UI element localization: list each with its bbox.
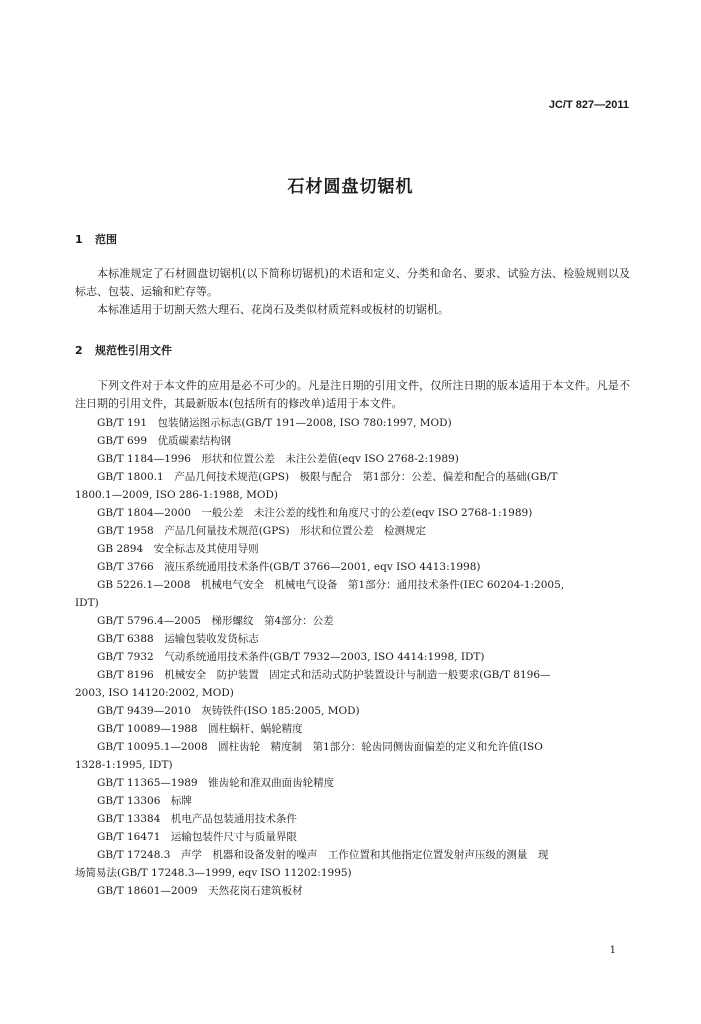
reference-item: GB/T 7932 气动系统通用技术条件(GB/T 7932—2003, ISO 4414:1998, IDT) <box>97 651 485 663</box>
section-2-intro: 下列文件对于本文件的应用是必不可少的。凡是注日期的引用文件，仅所注日期的版本适用于本文件。凡是不注日期的引用文件，其最新版本(包括所有的修改单)适用于本文件。 <box>75 379 630 410</box>
standard-code: JC/T 827—2011 <box>548 99 629 111</box>
section-1-title: 范围 <box>95 233 117 246</box>
reference-item: GB/T 5796.4—2005 梯形螺纹 第4部分：公差 <box>97 615 334 627</box>
reference-item: GB/T 1958 产品几何量技术规范(GPS) 形状和位置公差 检测规定 <box>97 525 427 537</box>
reference-item: GB/T 18601—2009 天然花岗石建筑板材 <box>97 885 303 897</box>
reference-item: GB/T 13306 标牌 <box>97 795 192 807</box>
reference-item: GB/T 191 包装储运图示标志(GB/T 191—2008, ISO 780:1997, MOD) <box>97 417 452 429</box>
reference-item: GB 5226.1—2008 机械电气安全 机械电气设备 第1部分：通用技术条件(IEC 60204-1:2005, IDT) <box>75 579 565 609</box>
reference-item: GB/T 10089—1988 圆柱蜗杆、蜗轮精度 <box>97 723 303 735</box>
reference-item: GB 2894 安全标志及其使用导则 <box>97 543 259 555</box>
reference-item: GB/T 6388 运输包装收发货标志 <box>97 633 259 645</box>
reference-item: GB/T 1184—1996 形状和位置公差 未注公差值(eqv ISO 2768-2:1989) <box>97 453 459 465</box>
reference-item: GB/T 3766 液压系统通用技术条件(GB/T 3766—2001, eqv ISO 4413:1998) <box>97 561 481 573</box>
section-2-title: 规范性引用文件 <box>95 344 172 357</box>
reference-item: GB/T 1800.1 产品几何技术规范(GPS) 极限与配合 第1部分：公差、偏差和配合的基础(GB/T 1800.1—2009, ISO 286-1:1988, MOD) <box>75 471 558 501</box>
section-1-heading <box>75 231 117 247</box>
reference-item: GB/T 1804—2000 一般公差 未注公差的线性和角度尺寸的公差(eqv ISO 2768-1:1989) <box>97 507 533 519</box>
section-1-paragraph-2: 本标准适用于切割天然大理石、花岗石及类似材质荒料或板材的切锯机。 <box>97 303 449 316</box>
document-title: 石材圆盘切锯机 <box>287 177 414 197</box>
reference-item: GB/T 699 优质碳素结构钢 <box>97 435 232 447</box>
section-2-number: 2 <box>75 344 83 357</box>
reference-item: GB/T 10095.1—2008 圆柱齿轮 精度制 第1部分：轮齿同侧齿面偏差的定义和允许值(ISO 1328-1:1995, IDT) <box>75 741 543 771</box>
section-1-number: 1 <box>75 233 83 246</box>
reference-item: GB/T 9439—2010 灰铸铁件(ISO 185:2005, MOD) <box>97 705 360 717</box>
reference-item: GB/T 13384 机电产品包装通用技术条件 <box>97 813 297 825</box>
reference-item: GB/T 16471 运输包装件尺寸与质量界限 <box>97 831 297 843</box>
reference-list <box>75 414 630 900</box>
reference-item: GB/T 11365—1989 锥齿轮和准双曲面齿轮精度 <box>97 777 335 789</box>
reference-item: GB/T 8196 机械安全 防护装置 固定式和活动式防护装置设计与制造一般要求(GB/T 8196— 2003, ISO 14120:2002, MOD) <box>75 669 551 699</box>
reference-item: GB/T 17248.3 声学 机器和设备发射的噪声 工作位置和其他指定位置发射声压级的测量 现 场简易法(GB/T 17248.3—1999, eqv ISO 11202:1995) <box>75 849 549 879</box>
page-number: 1 <box>609 945 616 956</box>
section-1-paragraph-1: 本标准规定了石材圆盘切锯机(以下简称切锯机)的术语和定义、分类和命名、要求、试验方法、检验规则以及标志、包装、运输和贮存等。 <box>75 267 630 298</box>
section-2-heading <box>75 342 172 358</box>
